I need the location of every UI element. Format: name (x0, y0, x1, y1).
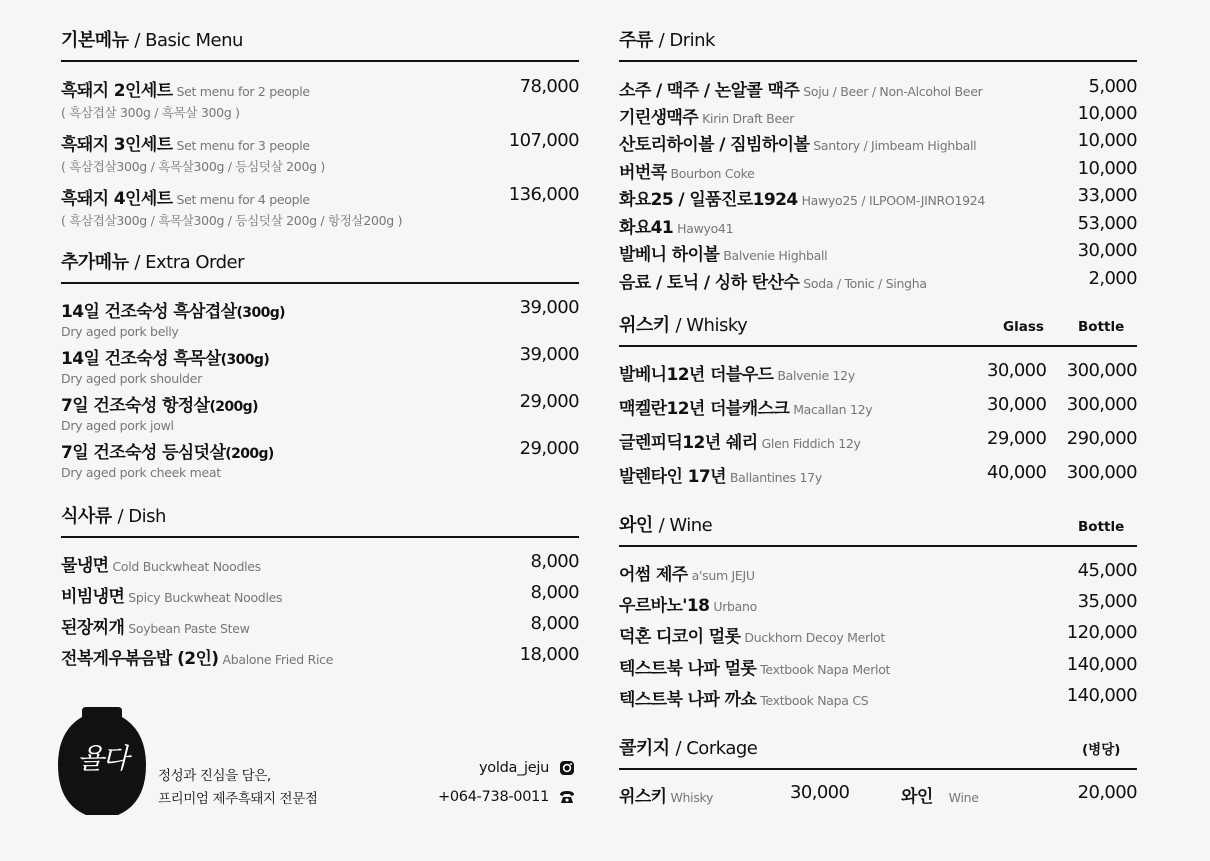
item-english: Glen Fiddich 12y (761, 436, 861, 451)
drink-item-4 (619, 158, 1137, 183)
drink-item-3 (619, 130, 1137, 155)
item-name: 발베니 하이볼 (619, 245, 720, 265)
tagline-line-2: 프리미엄 제주흑돼지 전문점 (158, 791, 318, 807)
corkage-unit-label: (병당) (1082, 742, 1121, 758)
item-name: 물냉면 (61, 556, 109, 576)
item-name: 맥켈란12년 더블캐스크 (619, 399, 790, 419)
item-price: 29,000 (519, 438, 579, 459)
item-price: 30,000 (1077, 240, 1137, 261)
corkage-whisky-english: Whisky (670, 790, 714, 805)
phone-contact (400, 789, 575, 805)
item-english: Set menu for 4 people (176, 192, 310, 207)
extra-item-3 (61, 391, 579, 433)
item-english: Hawyo25 / ILPOOM-JINRO1924 (801, 193, 986, 208)
item-english: Textbook Napa CS (760, 693, 869, 708)
item-english: Santory / Jimbeam Highball (813, 138, 977, 153)
item-price: 5,000 (1088, 76, 1137, 97)
item-weight: (300g) (220, 352, 270, 368)
drink-header (619, 18, 1137, 62)
instagram-handle: yolda_jeju (479, 760, 549, 776)
whisky-item-4 (619, 462, 1137, 487)
item-name: 7일 건조숙성 등심덧살 (61, 443, 226, 463)
item-detail: Dry aged pork cheek meat (61, 465, 221, 480)
item-english: Kirin Draft Beer (702, 111, 795, 126)
item-name: 7일 건조숙성 항정살 (61, 396, 210, 416)
drink-item-6 (619, 213, 1137, 238)
drink-item-8 (619, 268, 1137, 293)
item-price: 39,000 (519, 297, 579, 318)
item-english: Balvenie 12y (777, 368, 855, 383)
instagram-contact (420, 760, 575, 776)
item-name: 덕혼 디코이 멀롯 (619, 627, 741, 647)
drink-item-5 (619, 185, 1137, 210)
item-name: 화요25 / 일품진로1924 (619, 190, 798, 210)
item-name: 화요41 (619, 218, 674, 238)
item-name: 발베니12년 더블우드 (619, 365, 774, 385)
whisky-item-2 (619, 394, 1137, 419)
extra-menu-section (61, 240, 579, 284)
whisky-section (619, 303, 1137, 347)
item-weight: (200g) (225, 446, 274, 462)
item-english: Hawyo41 (677, 221, 734, 236)
item-detail: Dry aged pork belly (61, 324, 179, 339)
item-price: 120,000 (1066, 622, 1137, 643)
wine-section (619, 503, 1137, 547)
item-name: 전복게우볶음밥 (2인) (61, 649, 219, 669)
basic-item-1 (61, 76, 579, 121)
basic-menu-header (61, 18, 579, 62)
item-price: 10,000 (1077, 103, 1137, 124)
logo (56, 705, 148, 817)
whisky-title: 위스키 / Whisky (619, 315, 748, 336)
wine-item-3 (619, 622, 1137, 647)
whisky-item-1 (619, 360, 1137, 385)
wine-item-2 (619, 591, 1137, 616)
extra-menu-header (61, 240, 579, 284)
item-price: 45,000 (1077, 560, 1137, 581)
item-price: 39,000 (519, 344, 579, 365)
corkage-wine-price: 20,000 (1077, 782, 1137, 803)
bottle-price: 300,000 (1066, 360, 1137, 381)
instagram-icon (559, 760, 575, 776)
item-price: 107,000 (508, 130, 579, 151)
item-price: 8,000 (530, 582, 579, 603)
item-price: 2,000 (1088, 268, 1137, 289)
item-name: 음료 / 토닉 / 싱하 탄산수 (619, 273, 800, 293)
item-english: Textbook Napa Merlot (760, 662, 891, 677)
wine-header (619, 503, 1137, 547)
logo-text: 욜다 (76, 742, 128, 775)
tagline-line-1: 정성과 진심을 담은, (158, 768, 271, 784)
item-english: Soda / Tonic / Singha (803, 276, 927, 291)
glass-price: 30,000 (987, 360, 1047, 381)
basic-item-2 (61, 130, 579, 175)
whisky-header (619, 303, 1137, 347)
corkage-whisky-price: 30,000 (790, 782, 850, 803)
item-english: Duckhorn Decoy Merlot (744, 630, 885, 645)
item-english: Balvenie Highball (723, 248, 828, 263)
item-price: 53,000 (1077, 213, 1137, 234)
item-english: Abalone Fried Rice (222, 652, 334, 667)
corkage-title: 콜키지 / Corkage (619, 738, 758, 759)
bottle-price: 300,000 (1066, 394, 1137, 415)
item-name: 흑돼지 4인세트 (61, 189, 173, 209)
glass-price: 40,000 (987, 462, 1047, 483)
extra-item-4 (61, 438, 579, 480)
item-detail: Dry aged pork shoulder (61, 371, 202, 386)
item-name: 14일 건조숙성 흑삼겹살 (61, 302, 237, 322)
item-english: Set menu for 3 people (176, 138, 310, 153)
item-detail: ( 흑삼겹살 300g / 흑목살 300g ) (61, 105, 240, 120)
item-english: Cold Buckwheat Noodles (112, 559, 261, 574)
wine-item-5 (619, 685, 1137, 710)
drink-item-7 (619, 240, 1137, 265)
whisky-item-3 (619, 428, 1137, 453)
item-name: 기린생맥주 (619, 108, 699, 128)
item-price: 35,000 (1077, 591, 1137, 612)
item-english: Ballantines 17y (729, 470, 822, 485)
bottle-price: 300,000 (1066, 462, 1137, 483)
item-price: 140,000 (1066, 685, 1137, 706)
wine-title: 와인 / Wine (619, 515, 713, 536)
item-english: Macallan 12y (793, 402, 873, 417)
corkage-wine-name: 와인 (901, 787, 933, 807)
corkage-header (619, 726, 1137, 770)
drink-title: 주류 / Drink (619, 30, 715, 51)
corkage-section (619, 726, 1137, 770)
item-english: Soju / Beer / Non-Alcohol Beer (803, 84, 983, 99)
item-name: 텍스트북 나파 멀롯 (619, 659, 757, 679)
item-english: a'sum JEJU (691, 568, 755, 583)
item-name: 산토리하이볼 / 짐빔하이볼 (619, 135, 810, 155)
phone-icon (559, 789, 575, 805)
glass-column-label: Glass (1003, 319, 1044, 335)
dish-item-4 (61, 644, 579, 669)
item-english: Soybean Paste Stew (128, 621, 250, 636)
dish-item-2 (61, 582, 579, 607)
item-name: 된장찌개 (61, 618, 125, 638)
item-name: 소주 / 맥주 / 논알콜 맥주 (619, 81, 800, 101)
drink-item-2 (619, 103, 1137, 128)
dish-title: 식사류 / Dish (61, 506, 166, 527)
item-detail: Dry aged pork jowl (61, 418, 174, 433)
tagline (158, 765, 317, 811)
basic-menu-section (61, 18, 579, 62)
item-name: 우르바노'18 (619, 596, 710, 616)
item-name: 흑돼지 2인세트 (61, 81, 173, 101)
item-price: 8,000 (530, 551, 579, 572)
item-name: 글렌피딕12년 쉐리 (619, 433, 758, 453)
glass-price: 29,000 (987, 428, 1047, 449)
corkage-whisky-name: 위스키 (619, 787, 667, 807)
dish-section (61, 494, 579, 538)
corkage-wine-english: Wine (948, 790, 979, 805)
item-weight: (300g) (236, 305, 285, 321)
dish-item-3 (61, 613, 579, 638)
item-price: 78,000 (519, 76, 579, 97)
item-name: 14일 건조숙성 흑목살 (61, 349, 221, 369)
item-english: Urbano (713, 599, 758, 614)
item-price: 29,000 (519, 391, 579, 412)
item-price: 10,000 (1077, 130, 1137, 151)
phone-number: +064-738-0011 (438, 789, 549, 805)
extra-item-2 (61, 344, 579, 386)
dish-header (61, 494, 579, 538)
item-english: Spicy Buckwheat Noodles (128, 590, 283, 605)
item-name: 비빔냉면 (61, 587, 125, 607)
item-name: 어썸 제주 (619, 565, 688, 585)
item-detail: ( 흑삼겹살300g / 흑목살300g / 등심덧살 200g ) (61, 159, 325, 174)
item-price: 136,000 (508, 184, 579, 205)
item-name: 흑돼지 3인세트 (61, 135, 173, 155)
item-name: 텍스트북 나파 까쇼 (619, 690, 757, 710)
item-price: 8,000 (530, 613, 579, 634)
drink-item-1 (619, 76, 1137, 101)
wine-item-4 (619, 654, 1137, 679)
extra-menu-title: 추가메뉴 / Extra Order (61, 252, 245, 273)
item-name: 버번콕 (619, 163, 667, 183)
item-price: 10,000 (1077, 158, 1137, 179)
item-name: 발렌타인 17년 (619, 467, 726, 487)
item-price: 140,000 (1066, 654, 1137, 675)
glass-price: 30,000 (987, 394, 1047, 415)
bottle-column-label: Bottle (1078, 519, 1125, 535)
item-detail: ( 흑삼겹살300g / 흑목살300g / 등심덧살 200g / 항정살200g ) (61, 213, 403, 228)
wine-item-1 (619, 560, 1137, 585)
item-price: 18,000 (519, 644, 579, 665)
item-english: Bourbon Coke (670, 166, 755, 181)
dish-item-1 (61, 551, 579, 576)
drink-section (619, 18, 1137, 62)
extra-item-1 (61, 297, 579, 339)
bottle-price: 290,000 (1066, 428, 1137, 449)
item-english: Set menu for 2 people (176, 84, 310, 99)
basic-menu-title: 기본메뉴 / Basic Menu (61, 30, 243, 51)
item-weight: (200g) (209, 399, 258, 415)
item-price: 33,000 (1077, 185, 1137, 206)
bottle-column-label: Bottle (1078, 319, 1125, 335)
basic-item-3 (61, 184, 579, 229)
